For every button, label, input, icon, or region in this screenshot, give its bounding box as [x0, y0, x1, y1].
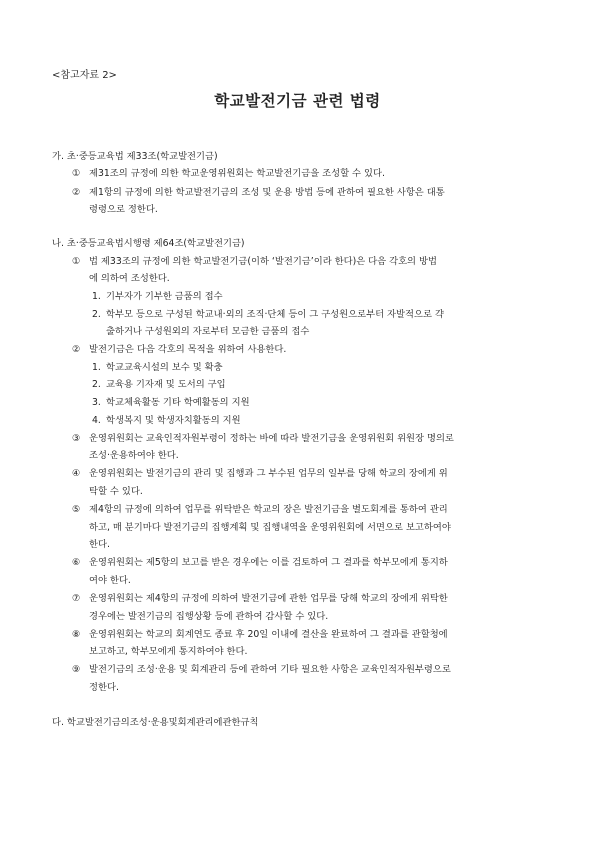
section-na-item-2-line-1: 발전기금은 다음 각호의 목적을 위하여 사용한다.	[89, 344, 287, 355]
section-na-item-3-line-2: 조성·운용하여야 한다.	[89, 450, 179, 461]
section-da-heading: 다. 학교발전기금의조성·운용및회계관리에관한규칙	[52, 717, 259, 728]
section-na-item-1-line-1: 법 제33조의 규정에 의한 학교발전기금(이하 ‘발전기금’이라 한다)은 다음 각호의 방법	[89, 256, 437, 267]
section-na-item-6-line-2: 여야 한다.	[89, 575, 131, 586]
section-na-item-3-marker: ③	[72, 433, 81, 444]
section-na-item-8-line-2: 보고하고, 학부모에게 통지하여야 한다.	[89, 646, 248, 657]
section-na-item-5-line-2: 하고, 매 분기마다 발전기금의 집행계획 및 집행내역을 운영위원회에 서면으로 보고하여야	[89, 522, 451, 533]
section-ga-item-1-line-1: 제31조의 규정에 의한 학교운영위원회는 학교발전기금을 조성할 수 있다.	[89, 168, 385, 179]
section-na-sub-2-4-line-1: 학생복지 및 학생자치활동의 지원	[106, 415, 241, 426]
document-title: 학교발전기금 관련 법령	[214, 92, 381, 110]
section-na-sub-1-1-line-1: 기부자가 기부한 금품의 접수	[106, 291, 223, 302]
section-na-heading: 나. 초·중등교육법시행령 제64조(학교발전기금)	[52, 238, 245, 249]
section-ga-item-2-line-1: 제1항의 규정에 의한 학교발전기금의 조성 및 운용 방법 등에 관하여 필요한 사항은 대통	[89, 187, 445, 198]
section-na-sub-2-3-line-1: 학교체육활동 기타 학예활동의 지원	[106, 397, 250, 408]
section-na-item-7-line-2: 경우에는 발전기금의 집행상황 등에 관하여 감사할 수 있다.	[89, 611, 329, 622]
section-na-sub-1-2-line-2: 출하거나 구성원외의 자로부터 모금한 금품의 접수	[106, 326, 310, 337]
section-na-item-5-line-3: 한다.	[89, 539, 110, 550]
section-na-sub-1-2-line-1: 학부모 등으로 구성된 학교내·외의 조직·단체 등이 그 구성원으로부터 자발적으로 갹	[106, 309, 444, 320]
section-na-item-9-line-1: 발전기금의 조성·운용 및 회계관리 등에 관하여 기타 필요한 사항은 교육인적자원부령으로	[89, 664, 451, 675]
reference-label: <참고자료 2>	[52, 70, 117, 81]
section-na-sub-2-1-marker: 1.	[92, 362, 101, 373]
section-na-item-6-marker: ⑥	[72, 557, 81, 568]
section-na-sub-2-1-line-1: 학교교육시설의 보수 및 확충	[106, 362, 223, 373]
section-na-item-8-marker: ⑧	[72, 629, 81, 640]
section-na-item-5-marker: ⑤	[72, 504, 81, 515]
section-ga-item-2-line-2: 령령으로 정한다.	[89, 204, 158, 215]
section-na-item-7-marker: ⑦	[72, 593, 81, 604]
section-na-item-6-line-1: 운영위원회는 제5항의 보고를 받은 경우에는 이를 검토하여 그 결과를 학부모에게 통지하	[89, 557, 448, 568]
section-na-item-1-line-2: 에 의하여 조성한다.	[89, 273, 170, 284]
section-na-sub-2-4-marker: 4.	[92, 415, 101, 426]
section-na-item-5-line-1: 제4항의 규정에 의하여 업무를 위탁받은 학교의 장은 발전기금을 별도회계를 통하여 관리	[89, 504, 448, 515]
section-na-sub-2-2-line-1: 교육용 기자재 및 도서의 구입	[106, 379, 226, 390]
section-na-item-9-line-2: 정한다.	[89, 682, 119, 693]
section-na-item-8-line-1: 운영위원회는 학교의 회계연도 종료 후 20일 이내에 결산을 완료하여 그 결과를 관할청에	[89, 629, 448, 640]
section-na-sub-1-1-marker: 1.	[92, 291, 101, 302]
section-na-item-4-line-2: 탁할 수 있다.	[89, 486, 143, 497]
section-na-item-7-line-1: 운영위원회는 제4항의 규정에 의하여 발전기금에 관한 업무를 당해 학교의 장에게 위탁한	[89, 593, 448, 604]
section-na-item-3-line-1: 운영위원회는 교육인적자원부령이 정하는 바에 따라 발전기금을 운영위원회 위원장 명의로	[89, 433, 454, 444]
section-na-sub-2-3-marker: 3.	[92, 397, 101, 408]
section-na-sub-1-2-marker: 2.	[92, 309, 101, 320]
section-na-item-1-marker: ①	[72, 256, 81, 267]
section-ga-item-2-marker: ②	[72, 187, 81, 198]
section-na-item-9-marker: ⑨	[72, 664, 81, 675]
section-na-item-4-marker: ④	[72, 468, 81, 479]
section-ga-heading: 가. 초·중등교육법 제33조(학교발전기금)	[52, 151, 218, 162]
section-ga-item-1-marker: ①	[72, 168, 81, 179]
section-na-item-2-marker: ②	[72, 344, 81, 355]
section-na-item-4-line-1: 운영위원회는 발전기금의 관리 및 집행과 그 부수된 업무의 일부를 당해 학교의 장에게 위	[89, 468, 448, 479]
section-na-sub-2-2-marker: 2.	[92, 379, 101, 390]
